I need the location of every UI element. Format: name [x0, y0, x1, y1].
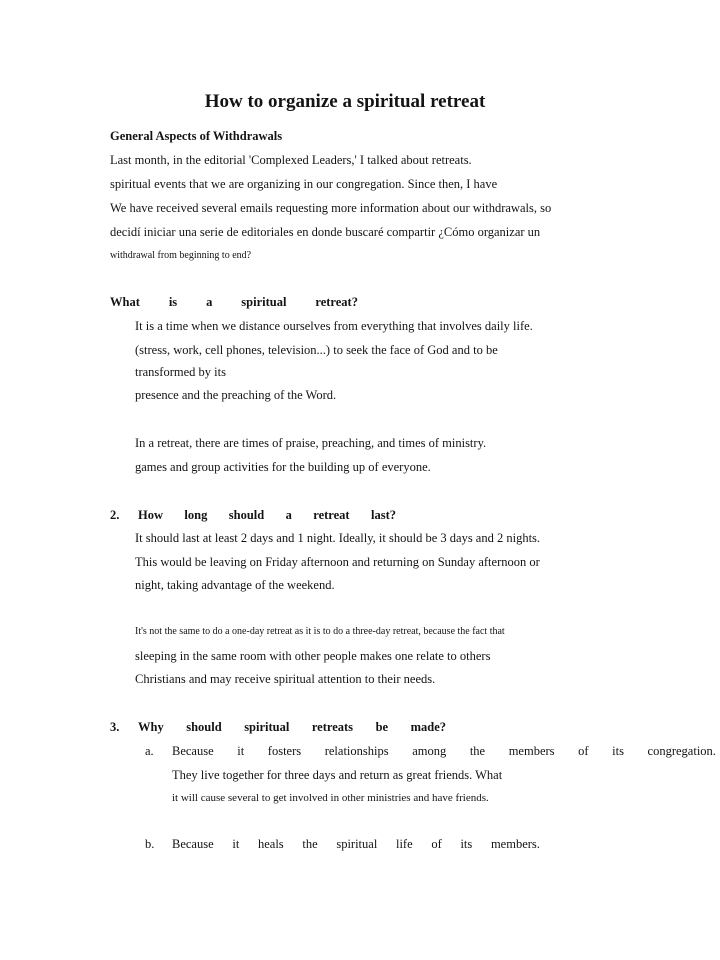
list-marker: b. [145, 837, 155, 851]
item-word: of [578, 744, 589, 758]
paragraph-line: This would be leaving on Friday afternoon and returning on Sunday afternoon or [135, 555, 540, 569]
heading-word: should [228, 508, 265, 522]
list-item-a-first-line [172, 743, 716, 759]
intro-line: withdrawal from beginning to end? [110, 250, 252, 261]
paragraph-line: (stress, work, cell phones, television...) to seek the face of God and to be [135, 343, 498, 357]
item-word: Because [172, 837, 214, 851]
heading-word: made? [410, 720, 446, 734]
paragraph-line: Christians and may receive spiritual attention to their needs. [135, 672, 436, 686]
paragraph-line: transformed by its [135, 365, 226, 379]
item-word: heals [257, 837, 284, 851]
paragraph-line: In a retreat, there are times of praise, preaching, and times of ministry. [135, 436, 487, 450]
page-title: How to organize a spiritual retreat [204, 91, 486, 112]
section-heading-general-aspects: General Aspects of Withdrawals [110, 129, 283, 143]
section-number: 2. [110, 508, 120, 522]
heading-word: is [168, 295, 178, 309]
heading-word: a [206, 295, 213, 309]
item-word: it [237, 744, 245, 758]
item-word: its [460, 837, 473, 851]
paragraph-line: sleeping in the same room with other people makes one relate to others [135, 649, 491, 663]
item-word: spiritual [336, 837, 378, 851]
paragraph-line: It is a time when we distance ourselves from everything that involves daily life. [135, 319, 533, 333]
item-word: life [395, 837, 413, 851]
item-word: among [412, 744, 447, 758]
item-word: of [431, 837, 442, 851]
list-item-line: it will cause several to get involved in other ministries and have friends. [172, 792, 489, 804]
list-marker: a. [145, 744, 154, 758]
heading-word: retreat [313, 508, 350, 522]
heading-word: a [285, 508, 292, 522]
item-word: relationships [324, 744, 389, 758]
heading-word: retreat? [315, 295, 358, 309]
paragraph-line: presence and the preaching of the Word. [135, 388, 337, 402]
heading-word: spiritual [241, 295, 287, 309]
list-item-b [172, 836, 540, 852]
section-heading-what-is [110, 294, 358, 310]
heading-word: should [186, 720, 222, 734]
item-word: its [612, 744, 624, 758]
paragraph-line: night, taking advantage of the weekend. [135, 578, 335, 592]
section-number: 3. [110, 720, 120, 734]
heading-word: retreats [311, 720, 354, 734]
heading-word: long [184, 508, 208, 522]
heading-word: How [138, 508, 163, 522]
paragraph-line: games and group activities for the building up of everyone. [135, 460, 431, 474]
item-word: members. [490, 837, 540, 851]
intro-line: decidí iniciar una serie de editoriales en donde buscaré compartir ¿Cómo organizar un [110, 225, 541, 239]
item-word: congregation. [647, 744, 716, 758]
heading-word: spiritual [244, 720, 290, 734]
heading-word: be [375, 720, 389, 734]
item-word: fosters [267, 744, 302, 758]
section-heading-how-long [138, 507, 396, 523]
paragraph-line: It's not the same to do a one-day retreat as it is to do a three-day retreat, because the fact that [135, 626, 505, 637]
heading-word: last? [371, 508, 396, 522]
section-heading-why [138, 719, 446, 735]
list-item-line: They live together for three days and return as great friends. What [172, 768, 503, 782]
heading-word: What [110, 295, 140, 309]
intro-line: spiritual events that we are organizing in our congregation. Since then, I have [110, 177, 498, 191]
intro-line: Last month, in the editorial 'Complexed Leaders,' I talked about retreats. [110, 153, 472, 167]
item-word: the [469, 744, 486, 758]
item-word: it [232, 837, 240, 851]
item-word: Because [172, 744, 214, 758]
intro-line: We have received several emails requesting more information about our withdrawals, so [110, 201, 552, 215]
paragraph-line: It should last at least 2 days and 1 night. Ideally, it should be 3 days and 2 nights. [135, 531, 541, 545]
item-word: members [508, 744, 555, 758]
item-word: the [302, 837, 318, 851]
heading-word: Why [138, 720, 164, 734]
